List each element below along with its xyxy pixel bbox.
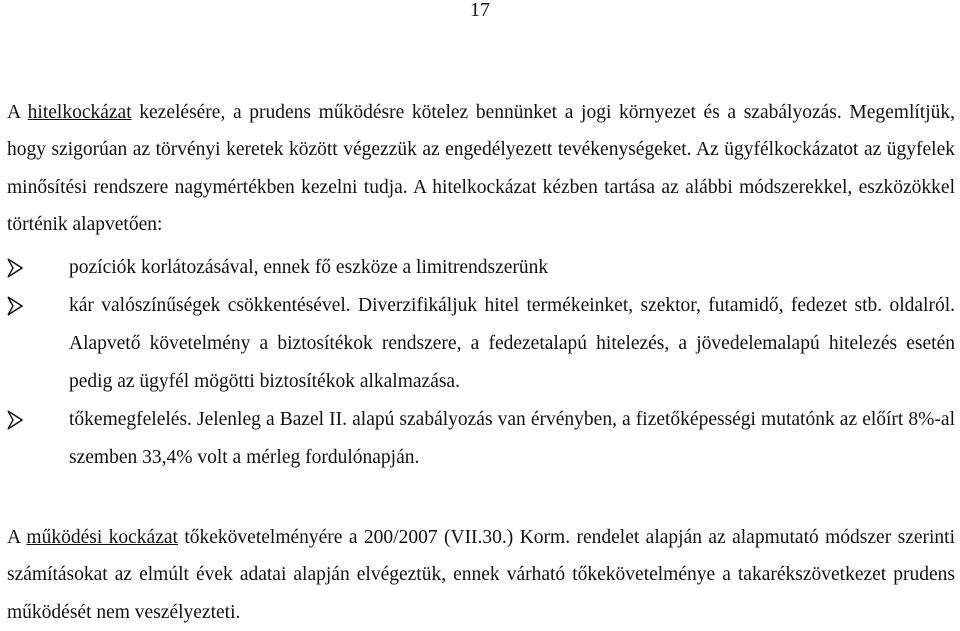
paragraph-lead: A [7,527,27,548]
paragraph-body: kezelésére, a prudens működésre kötelez bennünket a jogi környezet és a szabályozás. Megemlítjük, hogy szigorúan az törvényi keretek között végezzük az engedélyezett tevékenységeket. Az ügyfélkockázatot az ügyfelek minősítési rendszere nagymértékben kezelni tudja. A hitelkockázat kézben tartása az alábbi módszerekkel, eszközökkel történik alapvetően: [7,102,955,235]
list-item [7,249,955,287]
credit-risk-methods-list [7,249,955,477]
list-item-text: tőkemegfelelés. Jelenleg a Bazel II. alapú szabályozás van érvényben, a fizetőképességi mutatónk az előírt 8%-al szemben 33,4% volt a mérleg fordulónapján. [69,409,955,468]
term-hitelkockazat: hitelkockázat [27,102,132,123]
arrowhead-bullet-icon [7,258,23,278]
list-item-text: pozíciók korlátozásával, ennek fő eszköze a limitrendszerünk [69,257,549,278]
paragraph-credit-risk [7,94,955,243]
term-mukodesi-kockazat: működési kockázat [26,527,178,548]
list-item [7,401,955,477]
arrowhead-bullet-icon [7,410,23,430]
paragraph-operational-risk [7,519,955,631]
paragraph-body: tőkekövetelményére a 200/2007 (VII.30.) Korm. rendelet alapján az alapmutató módszer szerinti számításokat az elmúlt évek adatai alapján elvégeztük, ennek várható tőkekövetelménye a takarékszövetkezet prudens működését nem veszélyezteti. [7,527,955,623]
list-item-text: kár valószínűségek csökkentésével. Diverzifikáljuk hitel termékeinket, szektor, futamidő, fedezet stb. oldalról. Alapvető követelmény a biztosítékok rendszere, a fedezetalapú hitelezés, a jövedelemalapú hitelezés esetén pedig az ügyfél mögötti biztosítékok alkalmazása. [69,295,955,392]
page-number: 17 [470,0,490,21]
paragraph-lead: A [7,102,28,123]
arrowhead-bullet-icon [7,296,23,316]
list-item [7,287,955,401]
